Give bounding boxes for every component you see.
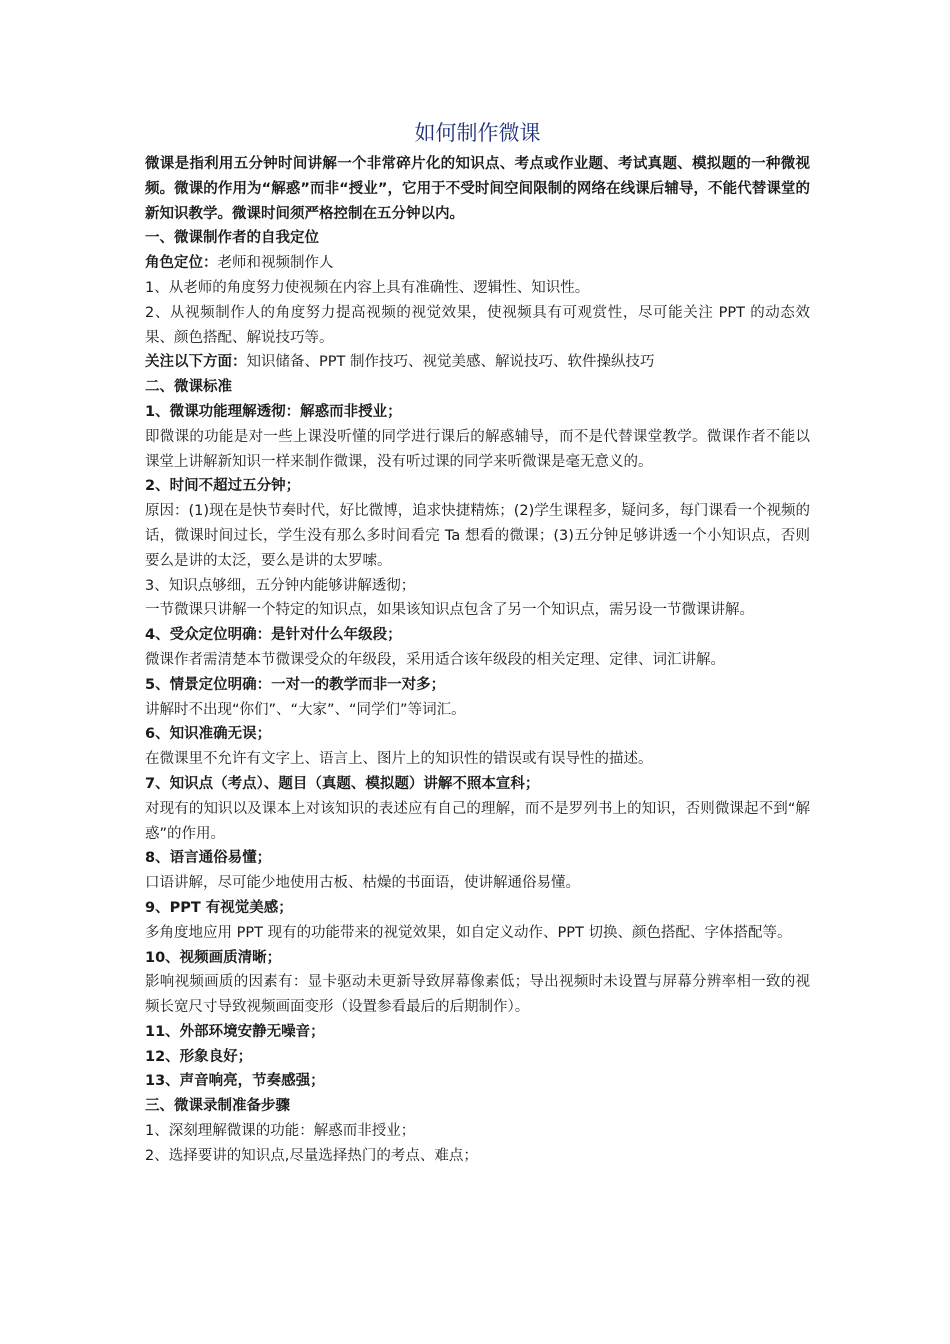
role-line	[145, 251, 810, 276]
item-5-text: 讲解时不出现“你们”、“大家”、“同学们”等词汇。	[145, 701, 466, 718]
item-13-heading: 13、声音响亮，节奏感强；	[145, 1073, 325, 1090]
item-10-heading: 10、视频画质清晰；	[145, 949, 282, 966]
page-title: 如何制作微课	[414, 121, 541, 145]
section-heading-1: 一、微课制作者的自我定位	[145, 230, 319, 247]
item-6-heading: 6、知识准确无误；	[145, 726, 272, 743]
item-8-text: 口语讲解，尽可能少地使用古板、枯燥的书面语，使讲解通俗易懂。	[145, 875, 580, 892]
item-5-heading: 5、情景定位明确：一对一的教学而非一对多；	[145, 676, 446, 693]
s1-paragraph-1: 1、从老师的角度努力使视频在内容上具有准确性、逻辑性、知识性。	[145, 279, 590, 296]
item-4-heading: 4、受众定位明确：是针对什么年级段；	[145, 627, 402, 644]
item-8-heading: 8、语言通俗易懂；	[145, 850, 272, 867]
item-4-text: 微课作者需清楚本节微课受众的年级段，采用适合该年级段的相关定理、定律、词汇讲解。	[145, 651, 725, 668]
item-12-heading: 12、形象良好；	[145, 1048, 253, 1065]
s3-item-2: 2、选择要讲的知识点,尽量选择热门的考点、难点；	[145, 1147, 478, 1164]
item-3-heading: 3、知识点够细，五分钟内能够讲解透彻；	[145, 577, 416, 594]
item-2-heading: 2、时间不超过五分钟；	[145, 478, 301, 495]
item-10-text: 影响视频画质的因素有：显卡驱动未更新导致屏幕像素低；导出视频时未设置与屏幕分辨率相一致的视频长宽尺寸导致视频画面变形（设置参看最后的后期制作）。	[145, 974, 810, 1016]
s3-item-1: 1、深刻理解微课的功能：解惑而非授业；	[145, 1123, 416, 1140]
item-7-heading: 7、知识点（考点）、题目（真题、模拟题）讲解不照本宣科；	[145, 775, 540, 792]
item-6-text: 在微课里不允许有文字上、语言上、图片上的知识性的错误或有误导性的描述。	[145, 751, 653, 768]
item-11-heading: 11、外部环境安静无噪音；	[145, 1023, 325, 1040]
item-1-heading: 1、微课功能理解透彻：解惑而非授业；	[145, 403, 402, 420]
item-3-text: 一节微课只讲解一个特定的知识点，如果该知识点包含了另一个知识点，需另设一节微课讲解。	[145, 602, 754, 619]
s1-paragraph-2: 2、从视频制作人的角度努力提高视频的视觉效果，使视频具有可观赏性，尽可能关注 PPT 的动态效果、颜色搭配、解说技巧等。	[145, 304, 810, 346]
role-value: 老师和视频制作人	[217, 255, 334, 272]
item-7-text: 对现有的知识以及课本上对该知识的表述应有自己的理解，而不是罗列书上的知识，否则微课起不到“解惑”的作用。	[145, 800, 810, 842]
item-9-heading: 9、PPT 有视觉美感；	[145, 899, 293, 916]
section-heading-3: 三、微课录制准备步骤	[145, 1098, 290, 1115]
section-heading-2: 二、微课标准	[145, 379, 232, 396]
document-page	[145, 118, 810, 1169]
focus-line	[145, 350, 810, 375]
focus-label: 关注以下方面：	[145, 354, 247, 371]
intro-paragraph: 微课是指利用五分钟时间讲解一个非常碎片化的知识点、考点或作业题、考试真题、模拟题的一种微视频。微课的作用为“解惑”而非“授业”，它用于不受时间空间限制的网络在线课后辅导，不能代替课堂的新知识教学。微课时间须严格控制在五分钟以内。	[145, 156, 810, 222]
item-1-text: 即微课的功能是对一些上课没听懂的同学进行课后的解惑辅导，而不是代替课堂教学。微课作者不能以课堂上讲解新知识一样来制作微课，没有听过课的同学来听微课是毫无意义的。	[145, 428, 810, 470]
item-2-text: 原因：(1)现在是快节奏时代，好比微博，追求快捷精炼；(2)学生课程多，疑问多，每门课看一个视频的话，微课时间过长，学生没有那么多时间看完 Ta 想看的微课；(3)五分钟足够讲透一个小知识点，否则要么是讲的太泛，要么是讲的太罗嗦。	[145, 503, 810, 569]
role-label: 角色定位：	[145, 255, 218, 272]
item-9-text: 多角度地应用 PPT 现有的功能带来的视觉效果，如自定义动作、PPT 切换、颜色搭配、字体搭配等。	[145, 924, 792, 941]
focus-value: 知识储备、PPT 制作技巧、视觉美感、解说技巧、软件操纵技巧	[246, 354, 655, 371]
